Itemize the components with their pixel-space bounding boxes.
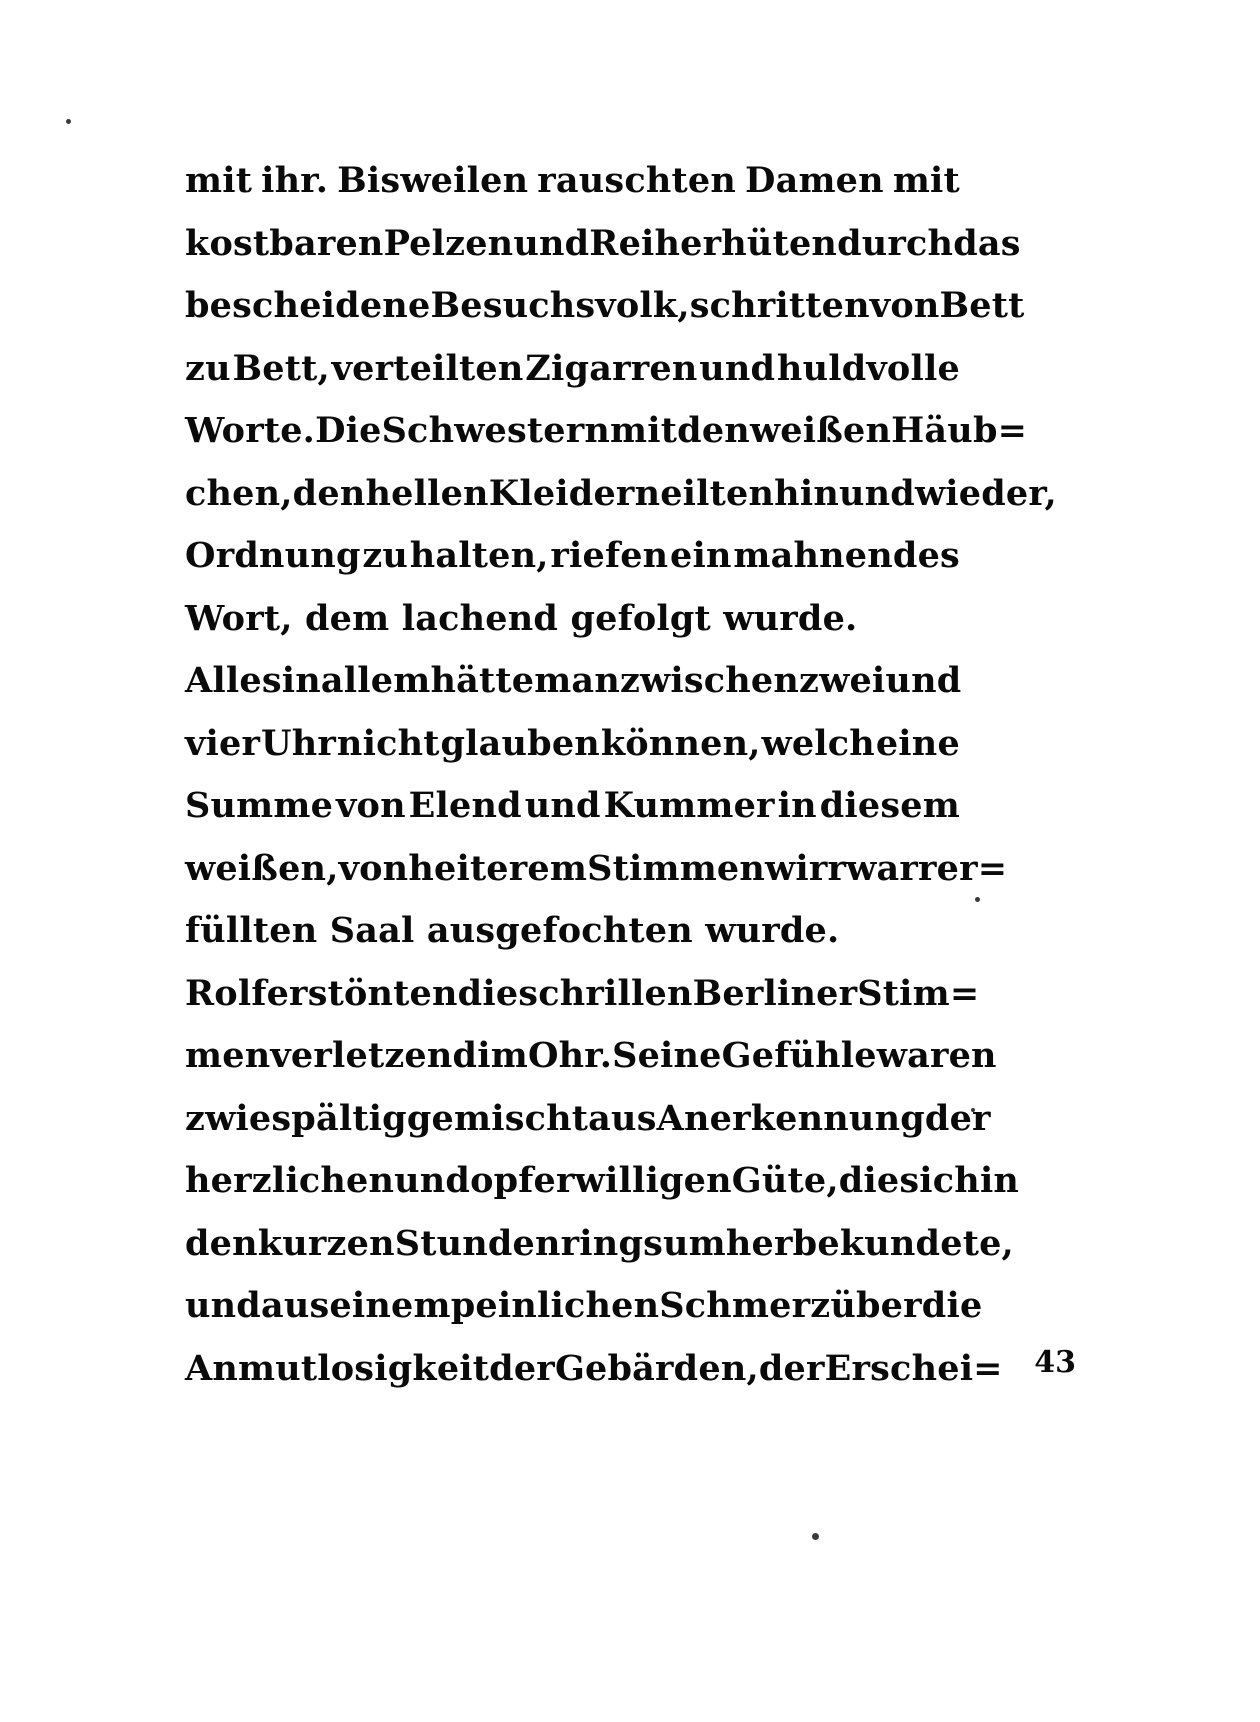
text-line — [185, 1338, 1003, 1401]
line-text: den kurzen Stunden ringsumher bekundete, — [185, 1222, 1014, 1264]
line-text: vier Uhr nicht glauben können, welch eine — [185, 722, 960, 764]
text-line — [185, 275, 1025, 338]
text-line — [185, 838, 1008, 901]
text-line — [185, 525, 960, 588]
text-line — [185, 963, 980, 1026]
text-line — [185, 775, 960, 838]
paragraph-3 — [185, 963, 1020, 1401]
line-text: herzlichen und opferwilligen Güte, die sich in — [185, 1160, 1020, 1201]
line-text: zu Bett, verteilten Zigarren und huldvolle — [185, 347, 960, 389]
text-line — [185, 400, 1028, 463]
text-line — [185, 463, 1057, 526]
line-text: füllten Saal ausgefochten wurde. — [185, 910, 840, 951]
line-text: Ordnung zu halten, riefen ein mahnendes — [185, 535, 960, 576]
text-line — [185, 1088, 991, 1151]
paper-speck-icon — [812, 1533, 819, 1540]
text-line — [185, 1025, 997, 1088]
text-line — [185, 1213, 1014, 1276]
line-text: Anmutlosigkeit der Gebärden, der Erschei= — [185, 1347, 1003, 1389]
paragraph-2 — [185, 650, 1008, 963]
line-text: Wort, dem lachend gefolgt wurde. — [185, 597, 858, 639]
line-text: Worte. Die Schwestern mit den weißen Häub= — [185, 410, 1028, 451]
line-text: Alles in allem hätte man zwischen zwei und — [185, 660, 962, 701]
text-line — [185, 150, 960, 213]
text-line — [185, 650, 960, 713]
line-text: Summe von Elend und Kummer in diesem — [185, 785, 960, 826]
text-line — [185, 713, 960, 776]
text-line — [185, 1150, 1020, 1213]
line-text: Rolfers tönten die schrillen Berliner Stim= — [185, 972, 980, 1014]
paragraph-1 — [185, 150, 1057, 650]
line-text: weißen, von heiterem Stimmenwirrwarr er= — [185, 847, 1008, 889]
line-text: chen, den hellen Kleidern eilten hin und wieder, — [185, 472, 1057, 514]
page-number: 43 — [1034, 1345, 1076, 1380]
text-line — [185, 213, 1021, 276]
line-text: und aus einem peinlichen Schmerz über die — [185, 1285, 983, 1326]
line-text: zwiespältig gemischt aus Anerkennung der — [185, 1097, 991, 1139]
text-line — [185, 1275, 983, 1338]
line-text: kostbaren Pelzen und Reiherhüten durch das — [185, 222, 1021, 264]
text-line — [185, 588, 960, 651]
line-text: men verletzend im Ohr. Seine Gefühle waren — [185, 1035, 997, 1076]
text-line — [185, 900, 960, 963]
line-text: bescheidene Besuchsvolk, schritten von Bett — [185, 285, 1025, 326]
text-line — [185, 338, 960, 401]
line-text: mit ihr. Bisweilen rauschten Damen mit — [185, 160, 960, 201]
paper-speck-icon — [66, 119, 71, 124]
